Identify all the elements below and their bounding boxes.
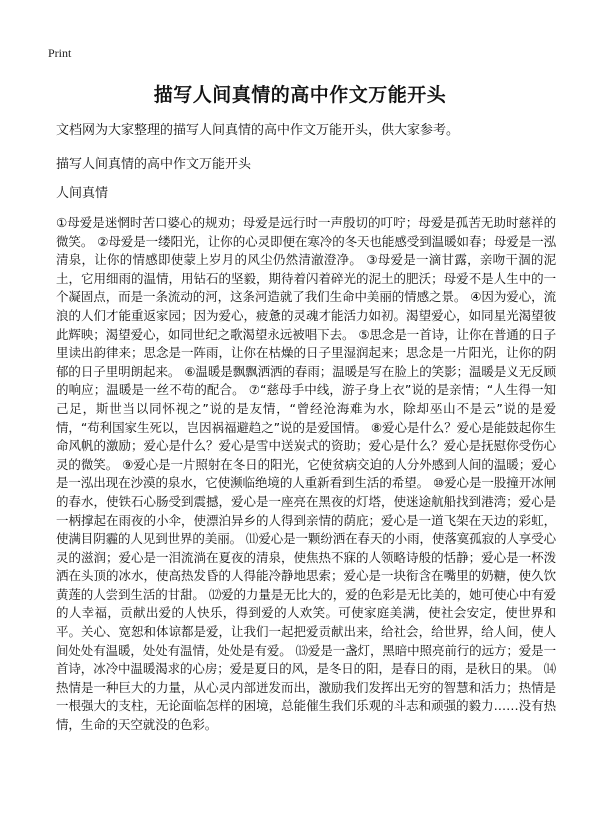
print-link[interactable]: Print: [48, 46, 72, 60]
body-paragraph: ①母爱是迷惘时苦口婆心的规劝；母爱是远行时一声殷切的叮咛；母爱是孤苦无助时慈祥的微笑。 ②母爱是一缕阳光，让你的心灵即便在寒冷的冬天也能感受到温暖如春；母爱是一泓清泉，让你的情感即使蒙上岁月的风尘仍然清澈澄净。 ③母爱是一滴甘露，亲吻干涸的泥土，它用细雨的温情，用钻石的坚毅，期待着闪着碎光的泥土的肥沃；母爱不是人生中的一个凝固点，而是一条流动的河，这条河造就了我们生命中美丽的情感之景。 ④因为爱心，流浪的人们才能重返家园；因为爱心，疲惫的灵魂才能活力如初。渴望爱心，如同星光渴望彼此辉映；渴望爱心，如同世纪之歌渴望永远被唱下去。 ⑤思念是一首诗，让你在普通的日子里读出韵律来；思念是一阵雨，让你在枯燥的日子里湿润起来；思念是一片阳光，让你的阴郁的日子里明朗起来。 ⑥温暖是飘飘洒洒的春雨；温暖是写在脸上的笑影；温暖是义无反顾的响应；温暖是一丝不苟的配合。 ⑦“慈母手中线，游子身上衣”说的是亲情；“人生得一知己足，斯世当以同怀视之”说的是友情，“曾经沧海难为水，除却巫山不是云”说的是爱情，“苟利国家生死以，岂因祸福避趋之”说的是爱国情。 ⑧爱心是什么？爱心是能鼓起你生命风帆的激励；爱心是什么？爱心是雪中送炭式的资助；爱心是什么？爱心是抚慰你受伤心灵的微笑。 ⑨爱心是一片照射在冬日的阳光，它使贫病交迫的人分外感到人间的温暖；爱心是一泓出现在沙漠的泉水，它使濒临绝境的人重新看到生活的希望。 ⑩爱心是一股撞开冰闸的春水，使铁石心肠受到震撼，爱心是一座亮在黑夜的灯塔，使迷途航船找到港湾；爱心是一柄撑起在雨夜的小伞，使漂泊异乡的人得到亲情的荫庇；爱心是一道飞架在天边的彩虹，使满目阴霾的人见到世界的美丽。 ⑾爱心是一颗纷洒在春天的小雨，使落寞孤寂的人享受心灵的滋润；爱心是一泪流淌在夏夜的清泉，使焦热不寐的人领略诗般的恬静；爱心是一杯泼洒在头顶的冰水，使高热发昏的人得能冷静地思索；爱心是一块衔含在嘴里的奶糖，使久饮黄莲的人尝到生活的甘甜。 ⑿爱的力量是无比大的，爱的色彩是无比美的，她可使心中有爱的人幸福，贡献出爱的人快乐，得到爱的人欢笑。可使家庭美满，使社会安定，使世界和平。关心、宽恕和体谅都是爱，让我们一起把爱贡献出来，给社会，给世界，给人间，使人间处处有温暖，处处有温情，处处是有爱。 ⒀爱是一盏灯，黑暗中照亮前行的远方；爱是一首诗，冰冷中温暖渴求的心房；爱是夏日的风，是冬日的阳，是春日的雨，是秋日的果。 ⒁热情是一种巨大的力量，从心灵内部迸发而出，激励我们发挥出无穷的智慧和活力；热情是一根强大的支柱，无论面临怎样的困境，总能催生我们乐观的斗志和顽强的毅力……没有热情，生命的天空就没的色彩。: [56, 215, 556, 733]
article-subheading: 描写人间真情的高中作文万能开头: [56, 157, 252, 172]
intro-paragraph: 文档网为大家整理的描写人间真情的高中作文万能开头，供大家参考。: [56, 123, 460, 138]
section-heading: 人间真情: [56, 186, 109, 201]
page-title: 描写人间真情的高中作文万能开头: [153, 84, 447, 106]
